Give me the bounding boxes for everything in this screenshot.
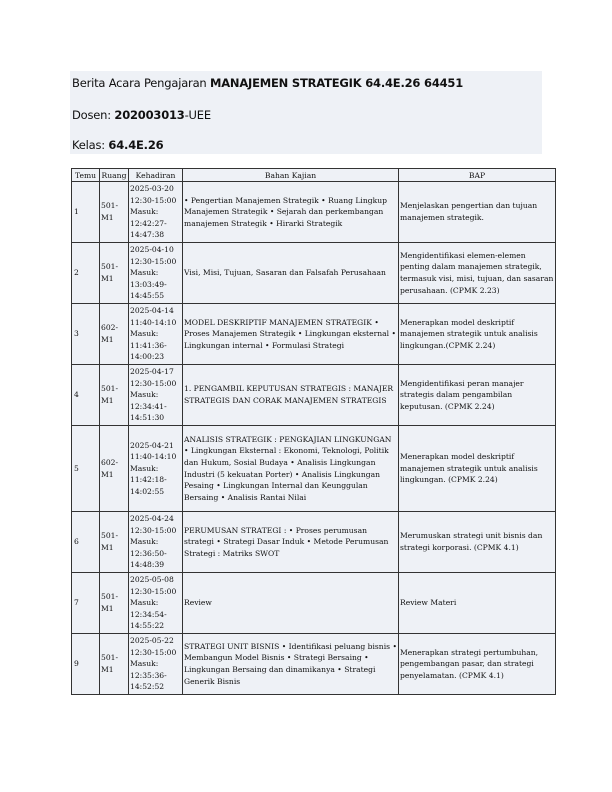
header-ruang: Ruang — [100, 169, 129, 182]
cell-bahan-kajian: STRATEGI UNIT BISNIS • Identifikasi peluang bisnis • Membangun Model Bisnis • Strategi Bersaing • Lingkungan Bersaing dan dinamikanya • Strategi Generik Bisnis — [183, 634, 399, 695]
dosen-id: 202003013 — [114, 108, 185, 122]
cell-bahan-kajian: Review — [183, 573, 399, 634]
cell-bahan-kajian: MODEL DESKRIPTIF MANAJEMEN STRATEGIK • Proses Manajemen Strategik • Lingkungan eksternal • Lingkungan internal • Formulasi Strategi — [183, 304, 399, 365]
cell-kehadiran: 2025-04-24 12:30-15:00 Masuk: 12:36:50-14:48:39 — [129, 512, 183, 573]
cell-bahan-kajian: Visi, Misi, Tujuan, Sasaran dan Falsafah Perusahaan — [183, 243, 399, 304]
dosen-suffix: -UEE — [184, 108, 211, 122]
table-row — [72, 182, 556, 243]
report-title — [72, 76, 463, 90]
cell-ruang: 501-M1 — [100, 243, 129, 304]
cell-ruang: 501-M1 — [100, 182, 129, 243]
header-bahan-kajian: Bahan Kajian — [183, 169, 399, 182]
cell-ruang: 501-M1 — [100, 634, 129, 695]
cell-temu: 4 — [72, 365, 100, 426]
table-row — [72, 573, 556, 634]
cell-kehadiran: 2025-05-08 12:30-15:00 Masuk: 12:34:54-14:55:22 — [129, 573, 183, 634]
header-bap: BAP — [399, 169, 556, 182]
cell-kehadiran: 2025-03-20 12:30-15:00 Masuk: 12:42:27-14:47:38 — [129, 182, 183, 243]
cell-temu: 7 — [72, 573, 100, 634]
table-row — [72, 512, 556, 573]
title-prefix: Berita Acara Pengajaran — [72, 76, 210, 90]
class-line — [72, 138, 163, 152]
report-header — [70, 71, 542, 154]
cell-temu: 1 — [72, 182, 100, 243]
cell-kehadiran: 2025-04-10 12:30-15:00 Masuk: 13:03:49-14:45:55 — [129, 243, 183, 304]
table-row — [72, 426, 556, 512]
table-header-row — [72, 169, 556, 182]
cell-bahan-kajian: ANALISIS STRATEGIK : PENGKAJIAN LINGKUNGAN • Lingkungan Eksternal : Ekonomi, Teknologi, Politik dan Hukum, Sosial Budaya • Analisis Lingkungan Industri (5 kekuatan Porter) • Analisis Lingkungan Pesaing • Lingkungan Internal dan Keunggulan Bersaing • Analisis Rantai Nilai — [183, 426, 399, 512]
cell-ruang: 501-M1 — [100, 512, 129, 573]
cell-ruang: 501-M1 — [100, 573, 129, 634]
cell-temu: 9 — [72, 634, 100, 695]
course-name: MANAJEMEN STRATEGIK 64.4E.26 64451 — [209, 76, 464, 90]
cell-bap: Merumuskan strategi unit bisnis dan strategi korporasi. (CPMK 4.1) — [399, 512, 556, 573]
cell-kehadiran: 2025-04-21 11:40-14:10 Masuk: 11:42:18-14:02:55 — [129, 426, 183, 512]
header-kehadiran: Kehadiran — [129, 169, 183, 182]
table-row — [72, 634, 556, 695]
cell-bap: Mengidentifikasi peran manajer strategis dalam pengambilan keputusan. (CPMK 2.24) — [399, 365, 556, 426]
cell-temu: 2 — [72, 243, 100, 304]
cell-temu: 5 — [72, 426, 100, 512]
kelas-label: Kelas: — [72, 138, 109, 152]
kelas-value: 64.4E.26 — [108, 138, 164, 152]
cell-bap: Mengidentifikasi elemen-elemen penting dalam manajemen strategik, termasuk visi, misi, tujuan, dan sasaran perusahaan. (CPMK 2.23) — [399, 243, 556, 304]
table-row — [72, 243, 556, 304]
cell-bap: Review Materi — [399, 573, 556, 634]
cell-bap: Menerapkan model deskriptif manajemen strategik untuk analisis lingkungan. (CPMK 2.24) — [399, 426, 556, 512]
cell-temu: 6 — [72, 512, 100, 573]
dosen-label: Dosen: — [72, 108, 115, 122]
cell-bahan-kajian: PERUMUSAN STRATEGI : • Proses perumusan strategi • Strategi Dasar Induk • Metode Perumusan Strategi : Matriks SWOT — [183, 512, 399, 573]
table-row — [72, 304, 556, 365]
cell-ruang: 602-M1 — [100, 304, 129, 365]
cell-bahan-kajian: • Pengertian Manajemen Strategik • Ruang Lingkup Manajemen Strategik • Sejarah dan perkembangan manajemen Strategik • Hirarki Strategik — [183, 182, 399, 243]
cell-kehadiran: 2025-04-14 11:40-14:10 Masuk: 11:41:36-14:00:23 — [129, 304, 183, 365]
cell-bahan-kajian: 1. PENGAMBIL KEPUTUSAN STRATEGIS : MANAJER STRATEGIS DAN CORAK MANAJEMEN STRATEGIS — [183, 365, 399, 426]
cell-ruang: 602-M1 — [100, 426, 129, 512]
cell-bap: Menerapkan model deskriptif manajemen strategik untuk analisis lingkungan.(CPMK 2.24) — [399, 304, 556, 365]
header-temu: Temu — [72, 169, 100, 182]
lecturer-line — [72, 108, 211, 122]
cell-bap: Menjelaskan pengertian dan tujuan manajemen strategik. — [399, 182, 556, 243]
cell-bap: Menerapkan strategi pertumbuhan, pengembangan pasar, dan strategi penyelamatan. (CPMK 4.1) — [399, 634, 556, 695]
cell-kehadiran: 2025-05-22 12:30-15:00 Masuk: 12:35:36-14:52:52 — [129, 634, 183, 695]
cell-temu: 3 — [72, 304, 100, 365]
attendance-table — [71, 168, 556, 695]
table-row — [72, 365, 556, 426]
cell-kehadiran: 2025-04-17 12:30-15:00 Masuk: 12:34:41-14:51:30 — [129, 365, 183, 426]
cell-ruang: 501-M1 — [100, 365, 129, 426]
